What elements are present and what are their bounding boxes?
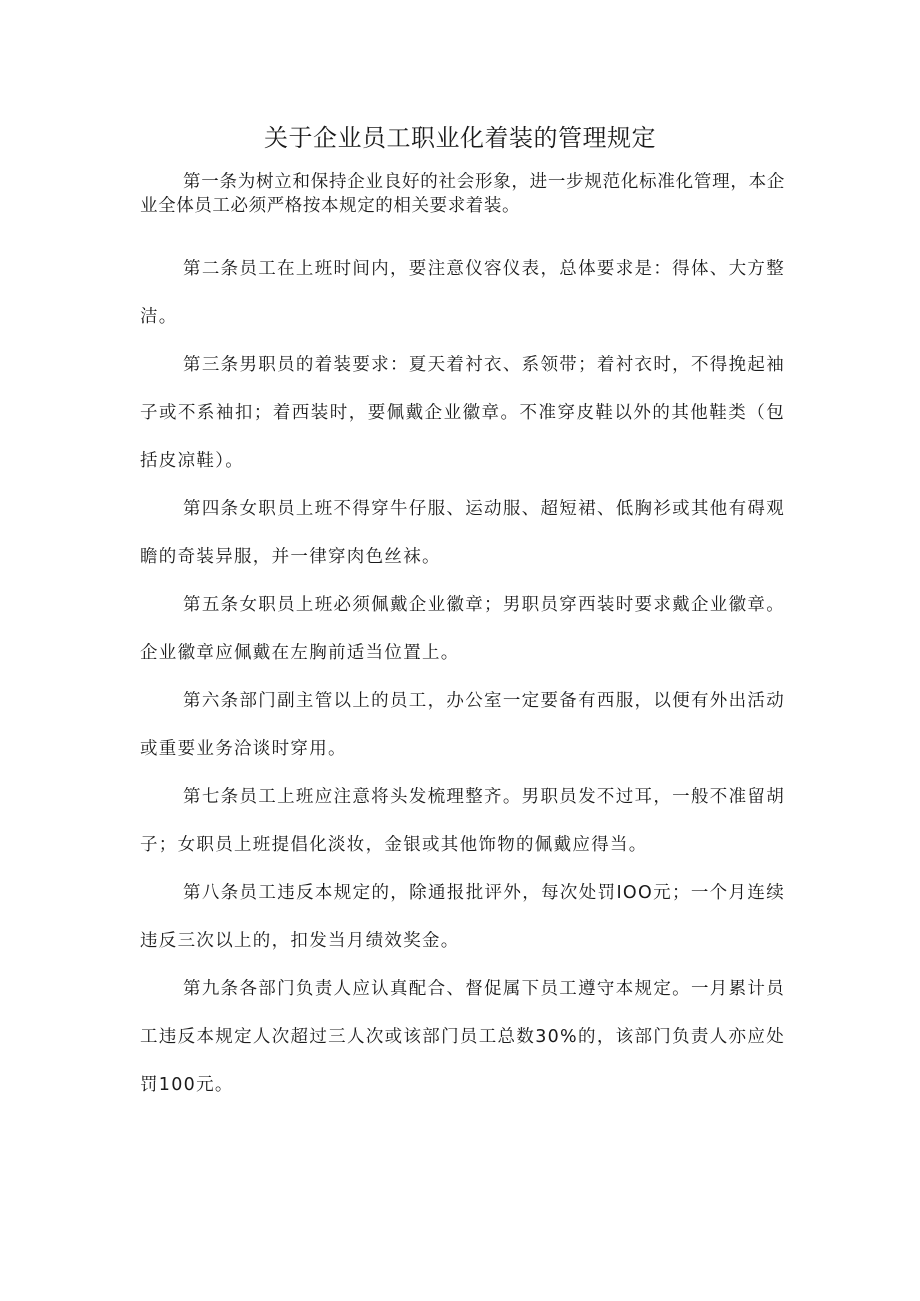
article-9: 第九条各部门负责人应认真配合、督促属下员工遵守本规定。一月累计员工违反本规定人次超过三人次或该部门员工总数30%的，该部门负责人亦应处罚100元。 [140,979,785,1095]
article-5: 第五条女职员上班必须佩戴企业徽章；男职员穿西装时要求戴企业徽章。企业徽章应佩戴在左胸前适当位置上。 [140,595,785,663]
article-6: 第六条部门副主管以上的员工，办公室一定要备有西服，以便有外出活动或重要业务洽谈时穿用。 [140,691,785,759]
document-body [140,170,785,1109]
article-1: 第一条为树立和保持企业良好的社会形象，进一步规范化标准化管理，本企业全体员工必须严格按本规定的相关要求着装。 [140,172,785,216]
article-7: 第七条员工上班应注意将头发梳理整齐。男职员发不过耳，一般不准留胡子；女职员上班提倡化淡妆，金银或其他饰物的佩戴应得当。 [140,787,785,855]
article-2: 第二条员工在上班时间内，要注意仪容仪表，总体要求是：得体、大方整洁。 [140,259,785,327]
article-3: 第三条男职员的着装要求：夏天着衬衣、系领带；着衬衣时，不得挽起袖子或不系袖扣；着西装时，要佩戴企业徽章。不准穿皮鞋以外的其他鞋类（包括皮凉鞋）。 [140,355,785,471]
article-8: 第八条员工违反本规定的，除通报批评外，每次处罚IOO元；一个月连续违反三次以上的，扣发当月绩效奖金。 [140,883,785,951]
document-title: 关于企业员工职业化着装的管理规定 [264,124,656,152]
article-4: 第四条女职员上班不得穿牛仔服、运动服、超短裙、低胸衫或其他有碍观瞻的奇装异服，并一律穿肉色丝袜。 [140,499,785,567]
